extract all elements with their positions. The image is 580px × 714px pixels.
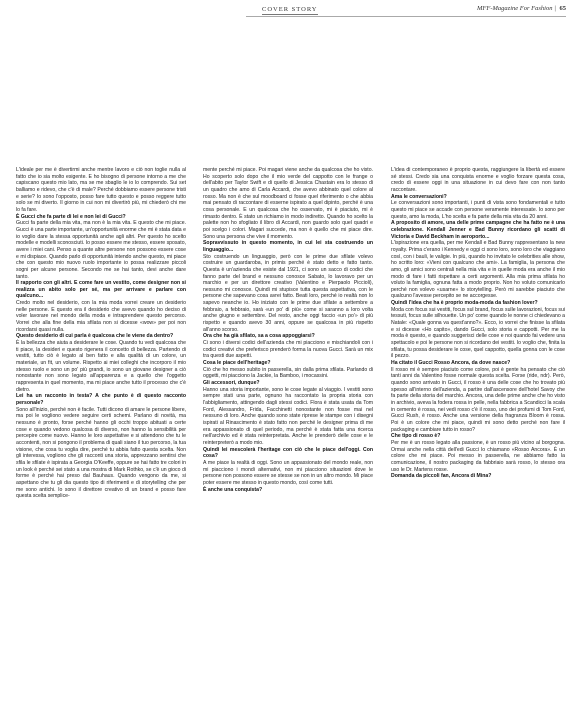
body-paragraph: Sto costruendo un linguaggio, però con le prime due sfilate volevo costruire un guardaroba, in primis perché è stato detto e fatto tanto. Questa è un'azienda che esiste dal 1921, ci sono un sacco di codici che fanno parte del brand e nessuno conosce Sabato, lo lavoravo per un marchio e per un direttore creativo (Valentino e Pierpaolo Piccioli), nessuno mi conosce. Quindi mi stupisce tutta questa aspettativa, con le persone che sapevano cosa avrei fatto. Beati loro, perché io realtà non lo sapevo neanche io. Ho iniziato con le prime due sfilate a settembre a febbraio, a febbraio, sarà «un po' di più» come si saranno a loro volta anche giugno e settembre. Del resto, anche oggi faccio «un po'» di più rispetto e quando avevo 30 anni, oppure se qualcosa in più rispetto all'anno scorso. [203, 253, 373, 333]
interview-question: Gli accessori, dunque? [203, 380, 260, 386]
interview-question: Ha citato il Gucci Rosso Ancora, da dove nasce? [391, 360, 511, 367]
body-paragraph: Gucci fa parte della mia vita, ma non è la mia vita. E questo che mi piace. Gucci è una parte importante, un'opportunità enorme che mi è stata data e io voglio dare la stessa opportunità anche agli altri. Per questo ho scelto modelle e modelli sconosciuti. Io posso essere me stesso, essere sposato, avere i miei cani. Penso a quante altre persone non possono essere cose e mi dispiace. Quando parlo di opportunità intendo anche questo, mi piace che con questo mio nuovo ruolo importante io possa realizzare piccoli sogni per alcune persone. Secondo me se hai tanto, devi anche dare tanto. [16, 220, 187, 280]
interview-question: È Gucci che fa parte di lei e non lei di Gucci? [16, 213, 126, 220]
interview-question: Ama le conversazioni? [391, 193, 447, 200]
page-number: 65 [559, 5, 566, 12]
text-column-1 [16, 167, 186, 500]
body-paragraph: L'ideale per me è divertirmi anche mentre lavoro e ciò non toglie nulla al fatto che io sia molto esigente. E ho bisogno di persone intorno a me che capiscano questo mio lato, ma se me sbaglio le io lo comprendo. Sui set balliamo e ridevo, che c'è di male? Perché dobbiamo essere persone tristi e serie? Io sono l'opposto, posso fare tutto questo e posso reggere tutto solo se mi diverto. Il giorno in cui non mi divertirò più, mi chiederò chi me lo fa fare. [16, 167, 186, 213]
interview-question: Sopravvissuto in questo momento, in cui lei sta costruendo un linguaggio... [203, 240, 373, 253]
body-paragraph: mente perché mi piace. Poi magari viene anche da qualcosa che ho visto. Ho scoperto solo dopo che il mio verde del cappotto con le frange o dell'abito per Taylor Swift e di quello di Jessica Chastain era lo stesso di un quadro che amo di Carla Accardi, che avevo abbinato quel colore al rosso. Ma non è che sul moodboard ci fosse quel riferimento o che abbia mai pensato di raccontare di esserne ispirato a quel dipinto, perché è una cosa personale. E un qualcosa che ho osservato, mi è piaciuto, mi è rimasto dentro. È stato un richiamo in modo indiretto. Quando ho scelto la palette non ho sfogliato il libro di Accardi, non guardo solo quel quadri e poi scelgo i colori. Magari succede, ma non è quello che mi piace dire. Sono una persona che vive il momento. [203, 167, 373, 240]
interview-question: Questo desiderio di cui parla è qualcosa che le viene da dentro? [16, 333, 174, 340]
text-column-3 [391, 167, 565, 480]
interview-question: Ora che ha già sfilato, sa a cosa appoggiarsi? [203, 333, 315, 340]
running-header [477, 5, 566, 12]
body-paragraph: A me piace la realtà di oggi. Sono un appassionato del mondo reale, non mi piacciono i mondi alternativi, non mi piacciono situazioni dove le persone non possono essere se stesse se non in un altro mondo. Mi piace poter essere me stesso in questo mondo, così come tutti. [203, 459, 373, 486]
interview-question: Cosa le piace dell'heritage? [203, 360, 271, 367]
body-paragraph: Moda con focus sui vestiti, focus sul brand, focus sulle lavorazioni, focus sui tessuti, focus sulle silhouette. Un po' come quando le nonne ci chiedevano a Natale: «Quale gonna va quest'anno?». Ecco, io vorrei che finisse la sfilata e si dicesse «Ho capito», dando Gucci, solo storia e cappotti. Per me la moda è questo, e quando suggerisci delle cose e noi quando fai vedere una spettacolo e poi le persone non si ricordano dei vestiti. Io voglio che, finita la sfilata, tu possa desiderare le cose, quel cappotto, quella gonna con le cose il pezzo. [391, 306, 565, 360]
body-paragraph: Sono all'inizio, perché non è facile. Tutti dicono di amare le persone libere, ma poi le vogliono vedere seguire certi schemi. Parlano di novità, ma nessuno è pronto, forse perché hanno gli occhi troppo abituati a certe cose e quando vedono qualcosa di diverso, non hanno la sensibilità per percepire come nuovo. Hanno le loro aspettative e si attendono che tu le accontenti, non si pongono il problema di quali siano il tuo percorso, la tua visione, che cosa tu voglia dire, perché tu abbia fatto questa scelta. Non gli interessa, vogliono che gli racconti una storia, apprezzano sentirsi che sfila le sfilate è ispirata a Georgia O'Keeffe, oppure se hai fatto tre colori in un look è perché sei stato a una mostra di Mark Rothko, se c'è un gioco di forme è perché hai preso dal Bauhaus. Quando vengono da me, si aspettano che tu gli dia questo tipo di riferimenti e di storytelling che per me sono antichi. Io sono il direttore creativo di un brand e posso fare questa scelta semplice- [16, 406, 186, 500]
body-paragraph: Ci sono i diversi codici dell'azienda che mi piacciono e mischiandoli con i codici creativi che preferisco prenderò forma la nuova Gucci. Sarà un mix tra questi due aspetti. [203, 340, 373, 360]
body-paragraph: Le conversazioni sono importanti, i punti di vista sono fondamentali e tutto questo mi piace se accade con persone veramente interessate. Io sono per questo, amo la moda, L'ho scelta e fa parte della mia vita da 20 anni. [391, 200, 565, 220]
body-paragraph: Il rosso mi è sempre piaciuto come colore, poi è gente ha pensato che ciò tanti anni da Valentino fosse normale questa scelta. Forse (ride, ndr). Però, quando sono arrivato in Gucci, il rosso è una delle cose che ho trovato più spesso all'interno dell'azienda, a partire dall'ascensore dell'hotel Savoy che fa parte della storia del marchio. Ancora, una delle prime anche che ho visto in archivio, aveva la fodera rossa in pelle, nella fabbrica a Scandicci la scala in cemento è rossa, nei vedi rosso c'è il rosso, uno dei profumi di Tom Ford, Gucci Rush, è rosso. Anche una versione della fragranza Bloom è rossa. Poi è un colore che mi piace, quindi mi sono detto perché non fare il packaging e cambiare tutto in rosso? [391, 366, 565, 433]
interview-question: Quindi l'idea che ha è proprio moda-moda da fashion lover? [391, 300, 538, 307]
interview-question: Che tipo di rosso è? [391, 433, 441, 440]
body-paragraph: Ciò che ho messo subito in passerella, sin dalla prima sfilata. Parlando di oggetti, mi piacciono la Jackie, la Bamboo, i mocassini. [203, 366, 373, 380]
magazine-title: MFF-Magazine For Fashion [476, 5, 553, 12]
body-paragraph: È la bellezza che aiuta a desiderare le cose. Quando tu vedi qualcosa che ti piace, la desideri e questo rigenera il concetto di bellezza. Partendo di vestiti, tutto ciò è legato al ben fatto e alla qualità di un colore, un materiale, un fit, un volume. Rispetto ai miei colleghi che incorporo il mio stesso ruolo e sono un po' più grandi, io sono un giovane designer a ciò nonostante non sono legato all'apparenza e a quello che l'oggetto rappresenta in quel momento, ma mi piace anche tutto il processo che c'è dietro. [16, 340, 186, 393]
body-paragraph: L'idea di contemporaneo è proprio questa, raggiungere la libertà ed essere sé stessi. Credo sia una conquista enorme e voglio forzare questa cosa, credo di essere oggi in una situazione in cui devo fare con non tanto raccontare. [391, 167, 565, 193]
interview-question: È anche una conquista? [203, 486, 263, 493]
interview-question: Quindi lei mescolerà l'heritage con ciò che le piace dell'oggi. Con cosa? [203, 446, 373, 460]
header-rule [246, 16, 566, 17]
body-paragraph: Hanno una storia importante, sono le cose legate al viaggio. I vestiti sono sempre stati una parte, ognuno ha raccontato la propria storia con l'abbigliamento, attingendo dagli stessi codici. Flora è stata usata da Tom Ford, Alessandro, Frida, Facchinetti nonostante non fosse mai nel nessuno di loro. Anche quando sono state riprese le stampe con i disegni ispirati al Rinascimento è stato fatto non perché le designer prima di me era appassionato di quel periodo, ma perché è stata fatta una ricerca nell'archivio ed è stata reinterpretata. Anche le prenderò delle cose e le reinterpreterò a modo mio. [203, 386, 373, 446]
interview-question: A proposito di amore, una delle prime campagne che ha fatto ne è una celebrazione. Kendall Jenner e Bad Bunny ricordano gli scatti di Victoria e David Beckham in aeroporto... [391, 220, 565, 240]
header-separator: | [554, 5, 556, 12]
interview-question: Lei ha un racconto in testa? A che punto è di questo racconto personale? [16, 393, 186, 406]
interview-question: Il rapporto con gli altri. E come fare un vestito, come designer non si realizza un abito solo per sé, ma per arrivare e parlare con qualcuno... [16, 280, 186, 300]
body-paragraph: Per me è un rosso legato alla passione, è un rosso più vicino al borgogna. Ormai anche nella città dell'edi Gucci lo chiamano «Rosso Ancora». È un colore che mi piace. Poi messo in passerella, ne abbiamo fatto la comunicazione, il nostro packaging da fabbriaio sarà rosso, lo stesso ora uso le Dr. Martens rosse. [391, 439, 565, 473]
body-paragraph: Credo molto nel desiderio, con la mia moda vorrei creare un desiderio nelle persone. E questo era il desiderio che avevo quando ho deciso di voler lavorare nel mondo della moda e intraprendere questo percorso. Vorrei che alla fine della mia sfilata non si dicesse «wow» per poi non ricordarsi quasi nulla. [16, 300, 186, 333]
section-tag: COVER STORY [262, 6, 318, 13]
interview-question: Domanda da piccoli fan, Ancora di Mina? [391, 473, 492, 480]
text-column-2 [203, 167, 373, 493]
body-paragraph: L'ispirazione era quella, per me Kendall e Bad Bunny rappresentano la new royalty. Prima c'erano i Kennedy e oggi ci sono loro, sono loro che viaggiano così, con i bauli, le valigie. In più, quando ho invitato le celebrities alle show, ho scritto loro: «Vieni con qualcuno che ami». La famiglia, la persona che amo, gli amici sono centrali nella mia vita e in quelle moda era anche il mio modo di fare i fatti rispettare a certi argomenti. Alla mia prima sfilata ho voluto la famiglia, ognuna fatta a modo proprio. Non ho voluto comunicarlo perché non volevo «usarne» lo storytelling. Però mi sarebbe piaciuto che qualcuno l'avesse percepito se ne accorgesse. [391, 240, 565, 300]
